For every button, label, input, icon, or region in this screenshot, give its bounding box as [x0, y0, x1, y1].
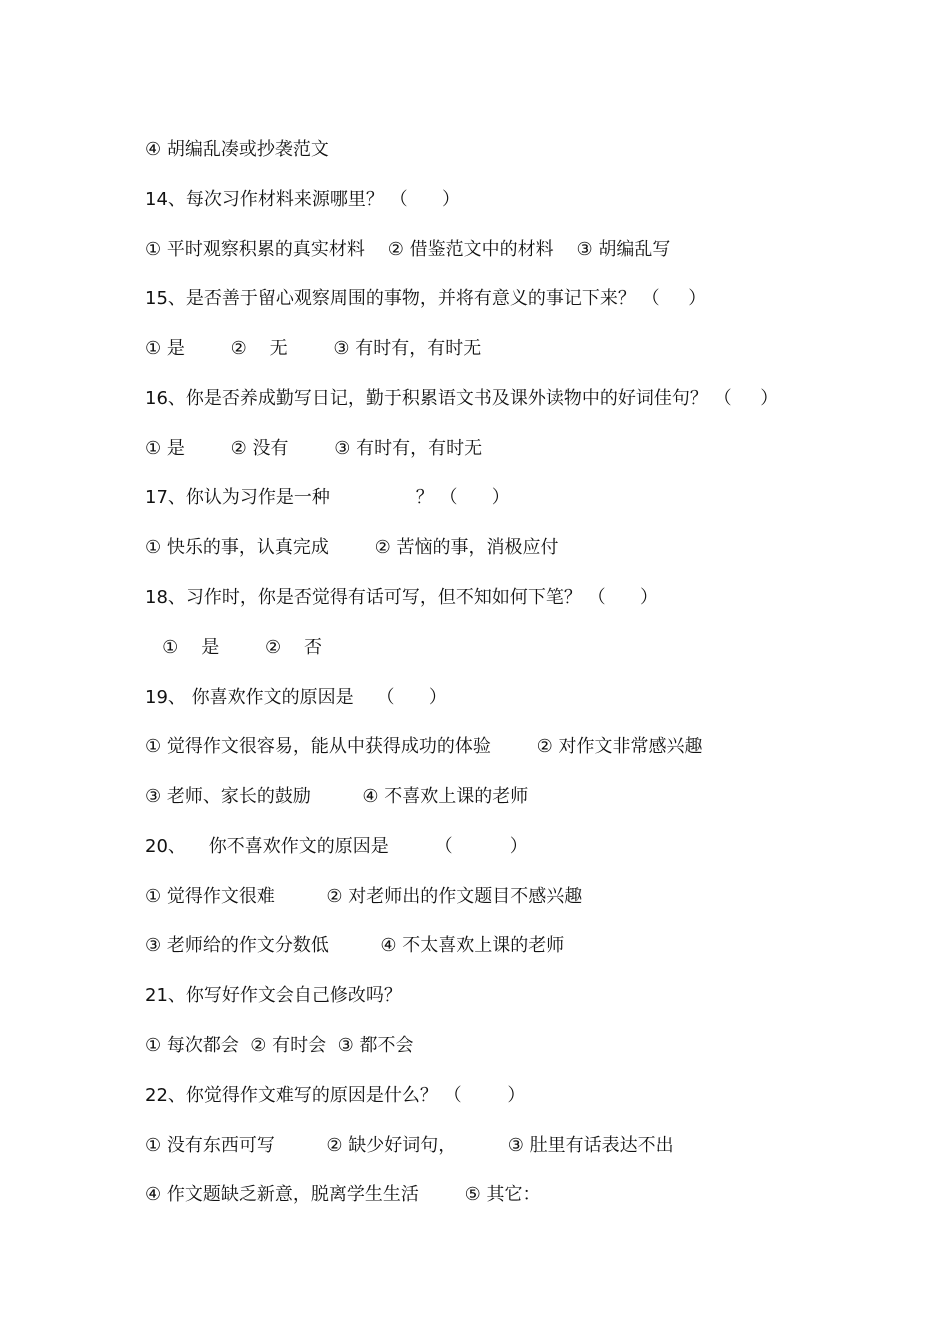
options-q22-a: ① 没有东西可写 ② 缺少好词句， ③ 肚里有话表达不出 — [145, 1135, 674, 1156]
question-18: 18、习作时，你是否觉得有话可写，但不知如何下笔？ （ ） — [145, 587, 658, 608]
question-14: 14、每次习作材料来源哪里？ （ ） — [145, 189, 460, 210]
question-16: 16、你是否养成勤写日记，勤于积累语文书及课外读物中的好词佳句？ （ ） — [145, 388, 779, 409]
options-q18: ① 是 ② 否 — [145, 637, 322, 658]
options-q21: ① 每次都会 ② 有时会 ③ 都不会 — [145, 1035, 414, 1056]
options-q19-a: ① 觉得作文很容易，能从中获得成功的体验 ② 对作文非常感兴趣 — [145, 736, 703, 757]
options-q17: ① 快乐的事，认真完成 ② 苦恼的事，消极应付 — [145, 537, 559, 558]
question-17: 17、你认为习作是一种 ？ （ ） — [145, 487, 510, 508]
option-line-q13-4: ④ 胡编乱凑或抄袭范文 — [145, 139, 329, 160]
question-21: 21、你写好作文会自己修改吗？ — [145, 985, 402, 1006]
options-q20-a: ① 觉得作文很难 ② 对老师出的作文题目不感兴趣 — [145, 886, 583, 907]
question-20: 20、 你不喜欢作文的原因是 （ ） — [145, 836, 528, 857]
options-q20-b: ③ 老师给的作文分数低 ④ 不太喜欢上课的老师 — [145, 935, 565, 956]
question-19: 19、 你喜欢作文的原因是 （ ） — [145, 687, 447, 708]
options-q22-b: ④ 作文题缺乏新意，脱离学生生活 ⑤ 其它： — [145, 1184, 541, 1205]
question-15: 15、是否善于留心观察周围的事物，并将有意义的事记下来？ （ ） — [145, 288, 707, 309]
options-q16: ① 是 ② 没有 ③ 有时有，有时无 — [145, 438, 483, 459]
question-22: 22、你觉得作文难写的原因是什么？ （ ） — [145, 1085, 526, 1106]
options-q14: ① 平时观察积累的真实材料 ② 借鉴范文中的材料 ③ 胡编乱写 — [145, 239, 671, 260]
options-q15: ① 是 ② 无 ③ 有时有，有时无 — [145, 338, 482, 359]
options-q19-b: ③ 老师、家长的鼓励 ④ 不喜欢上课的老师 — [145, 786, 529, 807]
